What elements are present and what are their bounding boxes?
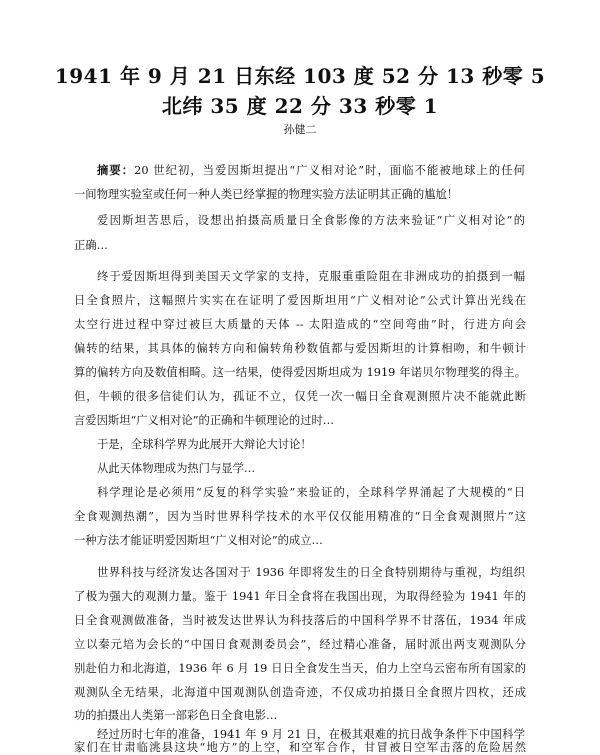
paragraph-line: 一种方法才能证明爱因斯坦“广义相对论”的成立… xyxy=(74,534,323,547)
paragraph-line: 全食观测热潮”，因为当时世界科学技术的水平仅仅能用精准的“日全食观测照片”这 xyxy=(74,510,526,523)
abstract-line-2: 一间物理实验室或任何一种人类已经掌握的物理实验方法证明其正确的尴尬！ xyxy=(74,188,459,201)
abstract-text-1: 20 世纪初，当爱因斯坦提出“广义相对论”时，面临不能被地球上的任何 xyxy=(134,164,525,177)
paragraph-line: 太空行进过程中穿过被巨大质量的天体 -- 太阳造成的“空间弯曲”时，行进方向会 xyxy=(74,318,526,331)
paragraph-line: 但，牛顿的很多信徒们认为，孤证不立，仅凭一次一幅日全食观测照片决不能就此断 xyxy=(74,390,526,403)
paragraph-line: 别赴伯力和北海道，1936 年 6 月 19 日日全食发生当天，伯力上空乌云密布所有国家的 xyxy=(74,662,526,675)
paragraph-line: 从此天体物理成为热门与显学… xyxy=(97,462,256,475)
paragraph-line: 世界科技与经济发达各国对于 1936 年即将发生的日全食特别期待与重视，均组织 xyxy=(97,566,525,579)
paragraph-line: 观测队全无结果，北海道中国观测队创造奇迹，不仅成功拍摄日全食照片四枚，还成 xyxy=(74,686,526,699)
author-name: 孙健二 xyxy=(283,123,317,136)
paragraph-line: 言爱因斯坦“广义相对论”的正确和牛顿理论的过时… xyxy=(74,414,335,427)
paragraph-line: 了极为强大的观测力量。鉴于 1941 年日全食将在我国出现，为取得经验为 1941 年的 xyxy=(74,590,526,603)
paragraph-line: 日全食照片，这幅照片实实在在证明了爱因斯坦用“广义相对论”公式计算出光线在 xyxy=(74,294,526,307)
abstract-line-1 xyxy=(97,163,525,178)
paragraph-line: 终于爱因斯坦得到美国天文学家的支持，克服重重险阻在非洲成功的拍摄到一幅 xyxy=(97,270,525,283)
title-line-1: 1941 年 9 月 21 日东经 103 度 52 分 13 秒零 5 xyxy=(54,64,546,88)
paragraph-line: 正确… xyxy=(74,239,108,252)
paragraph-line: 家们在甘肃临洮县这块“地方”的上空，和空军合作，甘冒被日空军击落的危险居然 xyxy=(74,741,526,754)
paragraph-line: 爱因斯坦苦思后，设想出拍摄高质量日全食影像的方法来验证“广义相对论”的 xyxy=(97,214,525,227)
paragraph-line: 日全食观测做准备，当时被发达世界认为科技落后的中国科学界不甘落伍，1934 年成 xyxy=(74,614,526,627)
paragraph-line: 科学理论是必须用“反复的科学实验”来验证的，全球科学界涌起了大规模的“日 xyxy=(97,486,525,499)
abstract-label: 摘要： xyxy=(97,163,135,177)
paragraph-line: 于是，全球科学界为此展开大辩论大讨论！ xyxy=(97,438,312,451)
title-line-2: 北纬 35 度 22 分 33 秒零 1 xyxy=(161,94,439,118)
paragraph-line: 功的拍摄出人类第一部彩色日全食电影… xyxy=(74,709,278,722)
paragraph-line: 算的偏转方向及数值相畸。这一结果，使得爱因斯坦成为 1919 年诺贝尔物理奖的得主。 xyxy=(74,366,526,379)
paragraph-line: 经过历时七年的准备，1941 年 9 月 21 日，在极其艰难的抗日战争条件下中国科学 xyxy=(97,728,525,741)
paragraph-line: 偏转的结果，其具体的偏转方向和偏转角秒数值都与爱因斯坦的计算相吻，和牛顿计 xyxy=(74,342,526,355)
paragraph-line: 立以秦元培为会长的“中国日食观测委员会”，经过精心准备，届时派出两支观测队分 xyxy=(74,638,526,651)
